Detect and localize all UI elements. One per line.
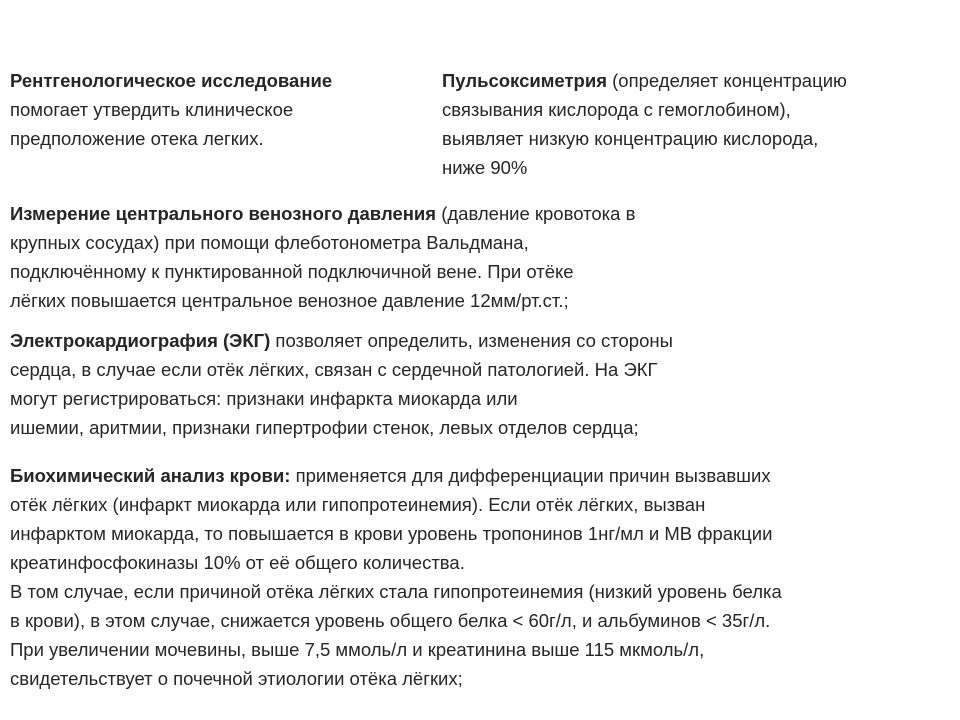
pulse-line-3: ниже 90% — [442, 157, 528, 178]
bio-line-4: В том случае, если причиной отёка лёгких стала гипопротеинемия (низкий уровень белка — [10, 581, 782, 602]
ecg-title-rest: позволяет определить, изменения со стороны — [270, 330, 673, 351]
cvp-title-line — [10, 199, 910, 228]
ecg-title-line — [10, 326, 910, 355]
bio-line-5: в крови), в этом случае, снижается уровень общего белка < 60г/л, и альбуминов < 35г/л. — [10, 610, 771, 631]
cvp-line-2: подключённому к пунктированной подключичной вене. При отёке — [10, 261, 574, 282]
pulse-oximetry-section — [442, 66, 942, 182]
biochemistry-section — [10, 461, 950, 693]
xray-title-line — [10, 66, 420, 95]
ecg-line-2: могут регистрироваться: признаки инфаркта миокарда или — [10, 388, 518, 409]
bio-title: Биохимический анализ крови: — [10, 465, 291, 486]
cvp-title-rest: (давление кровотока в — [436, 203, 636, 224]
pulse-line-1: связывания кислорода с гемоглобином), — [442, 99, 791, 120]
cvp-line-1: крупных сосудах) при помощи флеботонометра Вальдмана, — [10, 232, 529, 253]
xray-line-1: помогает утвердить клиническое — [10, 99, 294, 120]
bio-line-3: креатинфосфокиназы 10% от её общего количества. — [10, 552, 465, 573]
bio-line-6: При увеличении мочевины, выше 7,5 ммоль/л и креатинина выше 115 мкмоль/л, — [10, 639, 705, 660]
cvp-line-3: лёгких повышается центральное венозное давление 12мм/рт.ст.; — [10, 290, 569, 311]
xray-title: Рентгенологическое исследование — [10, 70, 333, 91]
bio-line-1: отёк лёгких (инфаркт миокарда или гипопротеинемия). Если отёк лёгких, вызван — [10, 494, 706, 515]
bio-title-line — [10, 461, 950, 490]
ecg-line-1: сердца, в случае если отёк лёгких, связан с сердечной патологией. На ЭКГ — [10, 359, 658, 380]
bio-line-7: свидетельствует о почечной этиологии отёка лёгких; — [10, 668, 463, 689]
cvp-section — [10, 199, 910, 315]
bio-line-2: инфарктом миокарда, то повышается в крови уровень тропонинов 1нг/мл и МВ фракции — [10, 523, 773, 544]
xray-line-2: предположение отека легких. — [10, 128, 264, 149]
xray-section — [10, 66, 420, 153]
pulse-title-line — [442, 66, 942, 95]
pulse-title: Пульсоксиметрия — [442, 70, 607, 91]
bio-title-rest: применяется для дифференциации причин вызвавших — [290, 465, 771, 486]
cvp-title: Измерение центрального венозного давления — [10, 203, 437, 224]
ecg-section — [10, 326, 910, 442]
ecg-line-3: ишемии, аритмии, признаки гипертрофии стенок, левых отделов сердца; — [10, 417, 639, 438]
ecg-title: Электрокардиография (ЭКГ) — [10, 330, 271, 351]
pulse-title-rest: (определяет концентрацию — [607, 70, 847, 91]
pulse-line-2: выявляет низкую концентрацию кислорода, — [442, 128, 819, 149]
